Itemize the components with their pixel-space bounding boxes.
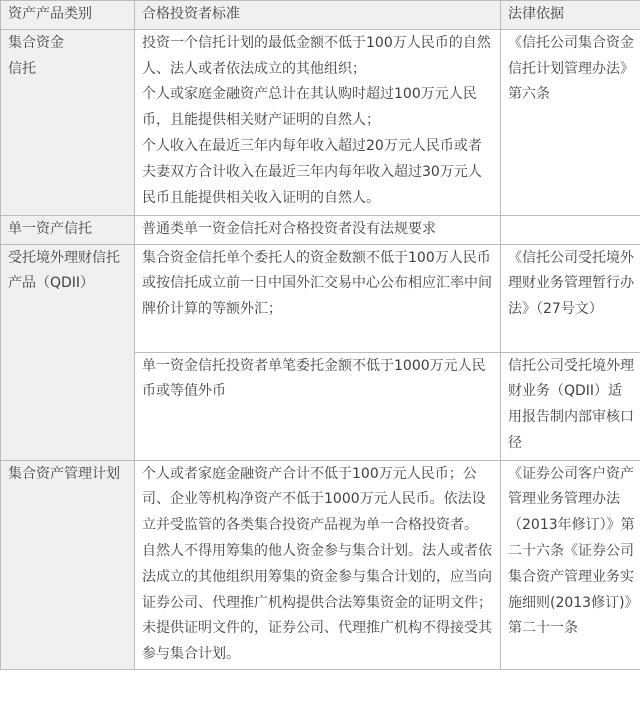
table-header-row xyxy=(1,1,640,30)
standard-paragraph: 自然人不得用筹集的他人资金参与集合计划。法人或者依法成立的其他组织用筹集的资金参与集合计划的，应当向证券公司、代理推广机构提供合法筹集资金的证明文件；未提供证明文件的，证券公司、代理推广机构不得接受其参与集合计划。 xyxy=(142,542,492,663)
category-label-line2: 信托 xyxy=(8,60,36,77)
table-row xyxy=(1,460,640,669)
standard-cell: 普通类单一资金信托对合格投资者没有法规要求 xyxy=(135,215,501,244)
basis-cell: 《证券公司客户资产管理业务管理办法（2013年修订）》第二十六条《证券公司集合资产管理业务实施细则(2013修订)》第二十一条 xyxy=(501,460,640,669)
standard-paragraph: 投资一个信托计划的最低金额不低于100万人民币的自然人、法人或者依法成立的其他组织； xyxy=(142,34,491,77)
basis-cell xyxy=(501,215,640,244)
basis-cell: 《信托公司受托境外理财业务管理暂行办法》（27号文） xyxy=(501,244,640,352)
standard-paragraph: 个人收入在最近三年内每年收入超过20万元人民币或者夫妻双方合计收入在最近三年内每年收入超过30万元人民币且能提供相关收入证明的自然人。 xyxy=(142,137,482,206)
category-label-line1: 集合资金 xyxy=(8,34,64,51)
header-standard: 合格投资者标准 xyxy=(135,1,501,30)
category-cell: 集合资产管理计划 xyxy=(1,460,135,669)
standard-cell: 集合资金信托单个委托人的资金数额不低于100万人民币或按信托成立前一日中国外汇交易中心公布相应汇率中间牌价计算的等额外汇； xyxy=(135,244,501,352)
table-row xyxy=(1,244,640,352)
standard-cell xyxy=(135,460,501,669)
category-cell: 受托境外理财信托产品（QDII） xyxy=(1,244,135,460)
standard-paragraph: 个人或家庭金融资产总计在其认购时超过100万元人民币，且能提供相关财产证明的自然人； xyxy=(142,86,477,129)
category-cell: 单一资产信托 xyxy=(1,215,135,244)
table-row xyxy=(1,215,640,244)
standard-cell xyxy=(135,29,501,215)
standard-paragraph: 个人或者家庭金融资产合计不低于100万元人民币；公司、企业等机构净资产不低于1000万元人民币。依法设立并受监管的各类集合投资产品视为单一合格投资者。 xyxy=(142,465,486,534)
basis-cell: 《信托公司集合资金信托计划管理办法》第六条 xyxy=(501,29,640,215)
table-row xyxy=(1,29,640,215)
standard-cell: 单一资金信托投资者单笔委托金额不低于1000万元人民币或等值外币 xyxy=(135,352,501,460)
header-category: 资产产品类别 xyxy=(1,1,135,30)
basis-cell: 信托公司受托境外理财业务（QDII）适用报告制内部审核口径 xyxy=(501,352,640,460)
header-basis: 法律依据 xyxy=(501,1,640,30)
category-cell xyxy=(1,29,135,215)
